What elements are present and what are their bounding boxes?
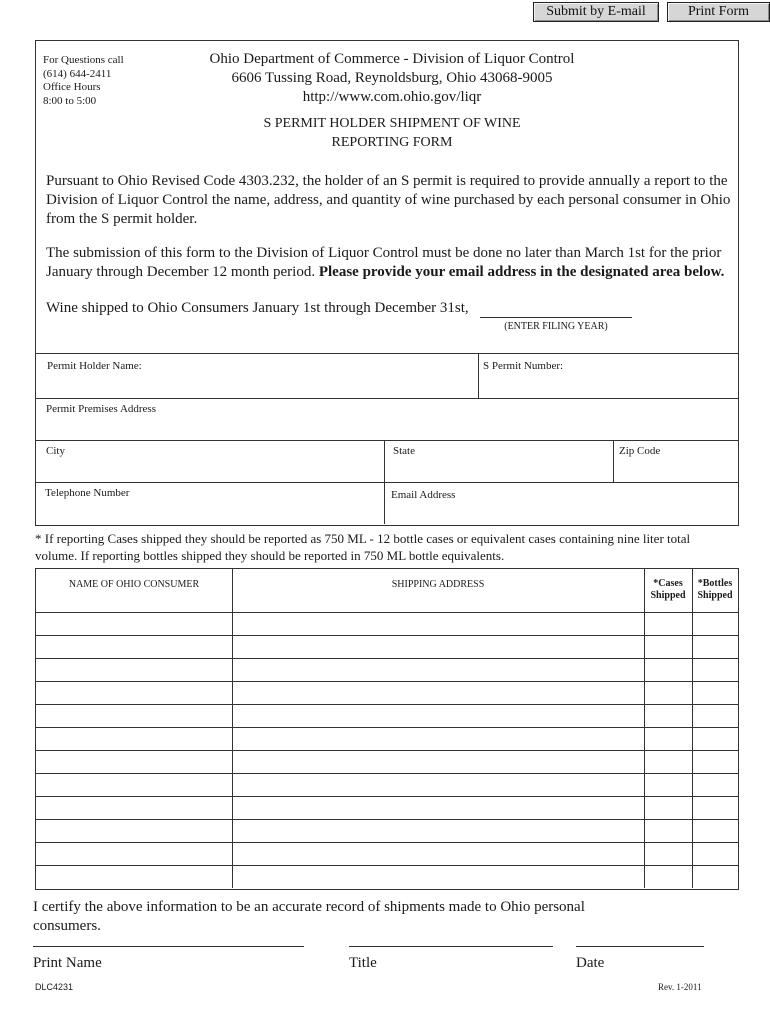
shipping-address-cell[interactable]: [233, 752, 643, 771]
shipping-address-cell[interactable]: [233, 798, 643, 817]
cases-shipped-cell[interactable]: [645, 614, 691, 633]
date-line[interactable]: [576, 946, 704, 947]
bottles-shipped-cell[interactable]: [693, 706, 737, 725]
telephone-input[interactable]: [44, 503, 384, 521]
contact-phone: (614) 644-2411: [43, 67, 112, 80]
submit-by-email-button[interactable]: Submit by E-mail: [533, 2, 659, 22]
bottles-shipped-cell[interactable]: [693, 821, 737, 840]
table-row-divider: [36, 750, 738, 751]
cases-shipped-cell[interactable]: [645, 798, 691, 817]
office-hours: 8:00 to 5:00: [43, 94, 97, 107]
state-input[interactable]: [390, 461, 613, 479]
filing-period-text: Wine shipped to Ohio Consumers January 1st through December 31st,: [46, 300, 469, 316]
table-row-divider: [36, 796, 738, 797]
table-row-divider: [36, 819, 738, 820]
consumer-name-cell[interactable]: [37, 798, 231, 817]
revision: Rev. 1-2011: [658, 982, 702, 992]
col-header-cases-line2: Shipped: [650, 590, 686, 601]
consumer-name-cell[interactable]: [37, 821, 231, 840]
consumer-name-cell[interactable]: [37, 660, 231, 679]
table-row-divider: [36, 681, 738, 682]
bottles-shipped-cell[interactable]: [693, 775, 737, 794]
shipments-table: [35, 568, 739, 890]
shipping-address-cell[interactable]: [233, 614, 643, 633]
consumer-name-cell[interactable]: [37, 683, 231, 702]
shipping-address-cell[interactable]: [233, 775, 643, 794]
table-row-divider: [36, 704, 738, 705]
premises-address-label: Permit Premises Address: [46, 403, 156, 415]
divider: [35, 440, 738, 441]
zip-code-label: Zip Code: [619, 445, 661, 457]
bottles-shipped-cell[interactable]: [693, 867, 737, 886]
form-id: DLC4231: [35, 982, 74, 992]
bottles-shipped-cell[interactable]: [693, 637, 737, 656]
email-label: Email Address: [391, 489, 456, 501]
consumer-name-cell[interactable]: [37, 706, 231, 725]
agency-name: Ohio Department of Commerce - Division of Liquor Control: [209, 51, 575, 67]
divider: [478, 353, 479, 398]
consumer-name-cell[interactable]: [37, 844, 231, 863]
cases-shipped-cell[interactable]: [645, 683, 691, 702]
shipping-address-cell[interactable]: [233, 729, 643, 748]
cases-shipped-cell[interactable]: [645, 844, 691, 863]
col-header-cases-line1: *Cases: [653, 578, 683, 589]
title-label: Title: [349, 955, 377, 971]
bottles-shipped-cell[interactable]: [693, 844, 737, 863]
premises-address-input[interactable]: [44, 418, 738, 436]
consumer-name-cell[interactable]: [37, 637, 231, 656]
cases-shipped-cell[interactable]: [645, 752, 691, 771]
bottles-shipped-cell[interactable]: [693, 798, 737, 817]
cases-shipped-cell[interactable]: [645, 867, 691, 886]
divider: [35, 353, 738, 354]
filing-year-input[interactable]: [480, 299, 632, 318]
bottles-shipped-cell[interactable]: [693, 752, 737, 771]
consumer-name-cell[interactable]: [37, 614, 231, 633]
divider: [35, 398, 738, 399]
consumer-name-cell[interactable]: [37, 867, 231, 886]
cases-shipped-cell[interactable]: [645, 637, 691, 656]
shipping-address-cell[interactable]: [233, 844, 643, 863]
consumer-name-cell[interactable]: [37, 752, 231, 771]
table-row-divider: [36, 658, 738, 659]
print-name-line[interactable]: [33, 946, 304, 947]
divider: [384, 440, 385, 524]
form-title-line1: S PERMIT HOLDER SHIPMENT OF WINE: [263, 116, 521, 131]
col-header-bottles: [692, 578, 738, 602]
table-row-divider: [36, 727, 738, 728]
permit-holder-name-input[interactable]: [44, 376, 478, 394]
certification-statement: I certify the above information to be an accurate record of shipments made to Ohio personal consumers.: [33, 899, 585, 934]
col-header-consumer: NAME OF OHIO CONSUMER: [68, 579, 200, 590]
filing-year-caption: (ENTER FILING YEAR): [504, 321, 608, 332]
shipping-address-cell[interactable]: [233, 706, 643, 725]
contact-line: For Questions call: [43, 54, 124, 66]
divider: [613, 440, 614, 482]
table-row-divider: [36, 842, 738, 843]
shipping-address-cell[interactable]: [233, 821, 643, 840]
divider: [35, 482, 738, 483]
shipping-address-cell[interactable]: [233, 637, 643, 656]
table-row-divider: [36, 773, 738, 774]
cases-shipped-cell[interactable]: [645, 729, 691, 748]
bottles-shipped-cell[interactable]: [693, 729, 737, 748]
bottles-shipped-cell[interactable]: [693, 683, 737, 702]
table-row-divider: [36, 635, 738, 636]
city-label: City: [46, 445, 65, 457]
date-label: Date: [576, 955, 605, 971]
office-hours-label: Office Hours: [43, 81, 101, 93]
form-title: [180, 114, 604, 152]
bottles-shipped-cell[interactable]: [693, 614, 737, 633]
agency-address: 6606 Tussing Road, Reynoldsburg, Ohio 43068-9005: [231, 70, 553, 86]
intro-paragraph-1: Pursuant to Ohio Revised Code 4303.232, the holder of an S permit is required to provide annually a report to the Division of Liquor Control the name, address, and quantity of wine purchased by each personal consumer in Ohio from the S permit holder.: [46, 173, 731, 227]
col-header-cases: [644, 578, 692, 602]
col-header-bottles-line2: Shipped: [697, 590, 733, 601]
cases-shipped-cell[interactable]: [645, 821, 691, 840]
telephone-label: Telephone Number: [45, 487, 130, 499]
s-permit-number-label: S Permit Number:: [483, 360, 564, 372]
form-title-line2: REPORTING FORM: [331, 135, 453, 150]
print-name-label: Print Name: [33, 955, 102, 971]
zip-code-input[interactable]: [616, 461, 738, 479]
col-header-bottles-line1: *Bottles: [697, 578, 733, 589]
city-input[interactable]: [44, 461, 384, 479]
table-row-divider: [36, 612, 738, 613]
cases-shipped-cell[interactable]: [645, 706, 691, 725]
state-label: State: [393, 445, 415, 457]
agency-website: http://www.com.ohio.gov/liqr: [302, 89, 482, 105]
shipping-address-cell[interactable]: [233, 660, 643, 679]
cases-shipped-cell[interactable]: [645, 775, 691, 794]
shipping-address-cell[interactable]: [233, 867, 643, 886]
print-form-button[interactable]: Print Form: [667, 2, 770, 22]
intro-paragraph-2: [46, 244, 738, 282]
agency-block: [180, 50, 604, 107]
contact-block: [43, 54, 183, 108]
email-instruction: Please provide your email address in the designated area below.: [318, 264, 725, 280]
consumer-name-cell[interactable]: [37, 729, 231, 748]
email-input[interactable]: [390, 503, 738, 521]
bottles-shipped-cell[interactable]: [693, 660, 737, 679]
consumer-name-cell[interactable]: [37, 775, 231, 794]
title-line[interactable]: [349, 946, 553, 947]
s-permit-number-input[interactable]: [481, 376, 737, 394]
reporting-note: * If reporting Cases shipped they should be reported as 750 ML - 12 bottle cases or equivalent cases containing nine liter total volume. If reporting bottles shipped they should be reported in 750 ML bottle equivalents.: [35, 531, 691, 563]
permit-holder-name-label: Permit Holder Name:: [47, 360, 142, 372]
table-row-divider: [36, 865, 738, 866]
shipping-address-cell[interactable]: [233, 683, 643, 702]
deadline-text: The submission of this form to the Division of Liquor Control must be done no later than March 1st for the prior January through December 12 month period.: [46, 245, 722, 280]
col-header-address: SHIPPING ADDRESS: [391, 579, 485, 590]
cases-shipped-cell[interactable]: [645, 660, 691, 679]
